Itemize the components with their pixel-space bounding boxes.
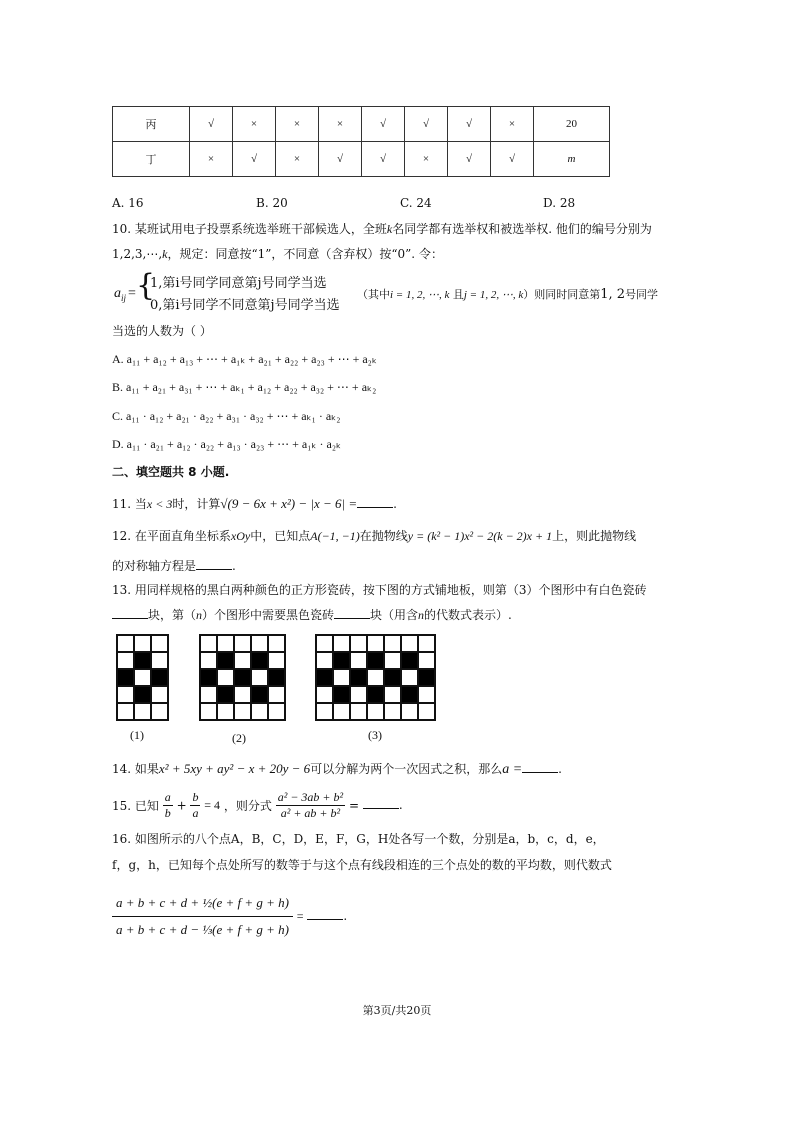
white-tile [151, 686, 168, 703]
white-tile [384, 703, 401, 720]
answer-blank [357, 495, 393, 508]
table-cell: × [233, 107, 276, 142]
q9-option-a: A. 16 [112, 196, 144, 210]
black-tile [200, 669, 217, 686]
white-tile [418, 686, 435, 703]
table-cell: √ [448, 107, 491, 142]
white-tile [418, 703, 435, 720]
q10-line4: 当选的人数为（ ） [112, 324, 212, 338]
white-tile [316, 635, 333, 652]
white-tile [418, 635, 435, 652]
black-tile [367, 686, 384, 703]
figure-caption: (1) [130, 728, 144, 742]
answer-blank [522, 760, 558, 773]
black-tile [217, 652, 234, 669]
q16-line2: f，g，h，已知每个点处所写的数等于与这个点有线段相连的三个点处的数的平均数，则代数式 [112, 858, 612, 872]
black-tile [367, 652, 384, 669]
q9-option-c: C. 24 [400, 196, 432, 210]
black-tile [251, 652, 268, 669]
q10-line2: 1,2,3,⋯,k，规定：同意按“1”，不同意（含弃权）按“0”. 令： [112, 247, 443, 261]
white-tile [350, 686, 367, 703]
black-tile [217, 686, 234, 703]
q11: 11. 当x < 3时，计算√(9 − 6x + x²) − |x − 6| = . [112, 496, 397, 511]
answer-blank [307, 907, 343, 920]
table-cell: √ [448, 142, 491, 177]
black-tile [316, 669, 333, 686]
white-tile [234, 686, 251, 703]
white-tile [268, 686, 285, 703]
white-tile [268, 635, 285, 652]
white-tile [384, 686, 401, 703]
white-tile [401, 669, 418, 686]
white-tile [367, 669, 384, 686]
q16-expression: $\frac{\text{a + b + c + d + ½(e + f + g + h)}}{\text{a + b + c + d − ⅓(e + f + g + h)}}$ = . [112, 890, 347, 943]
piecewise-cases: 1,第i号同学同意第j号同学当选 0,第i号同学不同意第j号同学当选 [150, 276, 340, 313]
white-tile [367, 703, 384, 720]
white-tile [251, 669, 268, 686]
white-tile [367, 635, 384, 652]
black-tile [401, 652, 418, 669]
row-label: 丙 [113, 107, 190, 142]
q10-tail: （其中i = 1, 2, ⋯, k 且j = 1, 2, ⋯, k）则同时同意第1, 2号同学 [357, 287, 659, 302]
table-cell: √ [405, 107, 448, 142]
page-footer: 第3页/共20页 [362, 1004, 432, 1017]
brace: { [136, 268, 156, 303]
black-tile [268, 669, 285, 686]
table-cell: × [276, 107, 319, 142]
white-tile [151, 652, 168, 669]
white-tile [200, 635, 217, 652]
black-tile [134, 686, 151, 703]
tile-figure-3 [315, 634, 436, 721]
tile-figure-2 [199, 634, 286, 721]
row-label: 丁 [113, 142, 190, 177]
white-tile [200, 703, 217, 720]
q13-line1: 13. 用同样规格的黑白两种颜色的正方形瓷砖，按下图的方式铺地板，则第（3）个图形中有白色瓷砖 [112, 583, 647, 597]
q10-option-d: D. a₁₁ · a₂₁ + a₁₂ · a₂₂ + a₁₃ · a₂₃ + ⋯ + a₁ₖ · a₂ₖ [112, 437, 342, 451]
black-tile [251, 686, 268, 703]
vote-table [112, 106, 610, 177]
q10-option-c: C. a₁₁ · a₁₂ + a₂₁ · a₂₂ + a₃₁ · a₃₂ + ⋯ + aₖ₁ · aₖ₂ [112, 409, 341, 423]
white-tile [117, 686, 134, 703]
figure-caption: (3) [368, 728, 382, 742]
black-tile [333, 652, 350, 669]
answer-blank [334, 606, 370, 619]
white-tile [117, 703, 134, 720]
table-cell: × [319, 107, 362, 142]
white-tile [418, 652, 435, 669]
white-tile [117, 635, 134, 652]
white-tile [384, 635, 401, 652]
section-heading: 二、填空题共 8 小题. [112, 465, 230, 479]
table-cell: √ [319, 142, 362, 177]
q9-option-d: D. 28 [543, 196, 576, 210]
black-tile [384, 669, 401, 686]
table-cell: 20 [534, 107, 610, 142]
black-tile [134, 652, 151, 669]
table-cell: √ [491, 142, 534, 177]
q12-line1: 12. 在平面直角坐标系xOy中，已知点A(−1, −1)在抛物线y = (k² − 1)x² − 2(k − 2)x + 1上，则此抛物线 [112, 529, 637, 543]
white-tile [333, 669, 350, 686]
q10-line1: 10. 某班试用电子投票系统选举班干部候选人，全班k名同学都有选举权和被选举权. 他们的编号分别为 [112, 222, 652, 236]
white-tile [151, 635, 168, 652]
white-tile [200, 686, 217, 703]
q15: 15. 已知 $\frac{a}{b}$ + $\frac{b}{a}$ = 4 ，则分式 $\frac{\text{a² − 3ab + b²}}{\text{a² + ab + b²}}$ = . [112, 790, 403, 820]
white-tile [251, 635, 268, 652]
black-tile [350, 669, 367, 686]
white-tile [350, 703, 367, 720]
white-tile [268, 652, 285, 669]
table-cell: × [491, 107, 534, 142]
table-cell: √ [233, 142, 276, 177]
black-tile [234, 669, 251, 686]
table-row [113, 142, 610, 177]
q10-option-b: B. a₁₁ + a₂₁ + a₃₁ + ⋯ + aₖ₁ + a₁₂ + a₂₂ + a₃₂ + ⋯ + aₖ₂ [112, 380, 377, 394]
table-row [113, 107, 610, 142]
black-tile [401, 686, 418, 703]
white-tile [217, 669, 234, 686]
table-cell: √ [190, 107, 233, 142]
table-cell: m [534, 142, 610, 177]
table-cell: × [405, 142, 448, 177]
black-tile [151, 669, 168, 686]
white-tile [350, 652, 367, 669]
white-tile [316, 652, 333, 669]
q12-line2: 的对称轴方程是 . [112, 559, 236, 573]
white-tile [234, 703, 251, 720]
white-tile [134, 635, 151, 652]
black-tile [418, 669, 435, 686]
q9-option-b: B. 20 [256, 196, 288, 210]
q10-option-a: A. a₁₁ + a₁₂ + a₁₃ + ⋯ + a₁ₖ + a₂₁ + a₂₂ + a₂₃ + ⋯ + a₂ₖ [112, 352, 377, 366]
table-cell: √ [362, 142, 405, 177]
figure-caption: (2) [232, 731, 246, 745]
white-tile [333, 635, 350, 652]
white-tile [316, 703, 333, 720]
white-tile [401, 635, 418, 652]
white-tile [200, 652, 217, 669]
white-tile [151, 703, 168, 720]
q14: 14. 如果x² + 5xy + ay² − x + 20y − 6可以分解为两个一次因式之积，那么a = . [112, 761, 562, 777]
answer-blank [196, 557, 232, 570]
white-tile [384, 652, 401, 669]
white-tile [134, 669, 151, 686]
white-tile [350, 635, 367, 652]
white-tile [268, 703, 285, 720]
white-tile [217, 635, 234, 652]
q16-line1: 16. 如图所示的八个点A，B，C，D，E，F，G，H处各写一个数，分别是a，b，c，d，e， [112, 832, 605, 846]
aij-symbol: $a_{ij}$ = [114, 286, 136, 303]
table-cell: × [190, 142, 233, 177]
white-tile [234, 652, 251, 669]
black-tile [333, 686, 350, 703]
white-tile [134, 703, 151, 720]
white-tile [316, 686, 333, 703]
white-tile [401, 703, 418, 720]
table-cell: √ [362, 107, 405, 142]
answer-blank [112, 606, 148, 619]
answer-blank [363, 796, 399, 809]
q13-line2: 块，第（n）个图形中需要黑色瓷砖 块（用含n的代数式表示）. [112, 606, 512, 623]
tile-figure-1 [116, 634, 169, 721]
white-tile [234, 635, 251, 652]
white-tile [117, 652, 134, 669]
white-tile [251, 703, 268, 720]
white-tile [333, 703, 350, 720]
black-tile [117, 669, 134, 686]
white-tile [217, 703, 234, 720]
table-cell: × [276, 142, 319, 177]
